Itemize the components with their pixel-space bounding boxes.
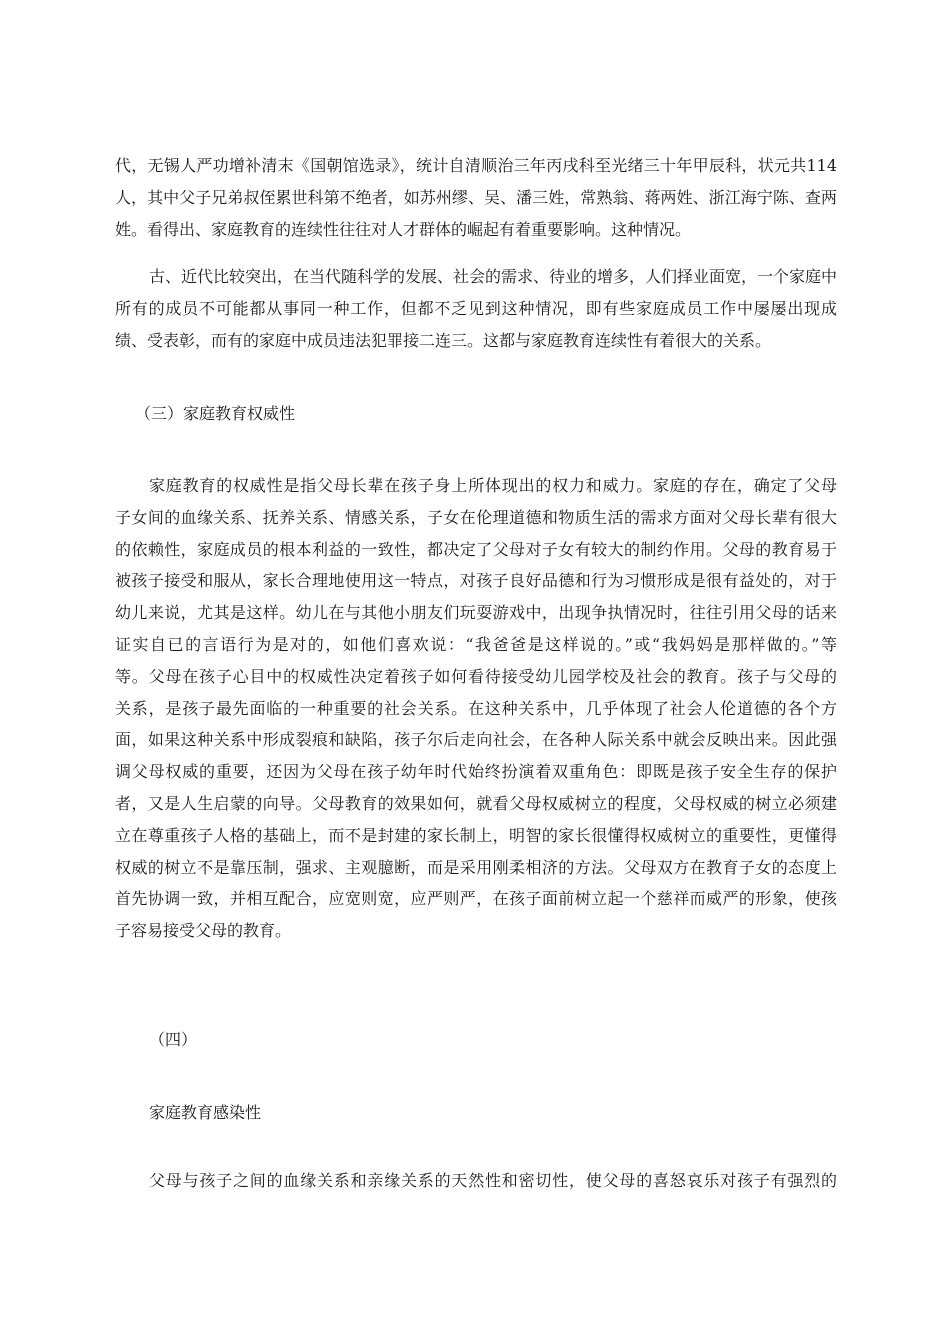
text-line: 被孩子接受和服从，家长合理地使用这一特点，对孩子良好品德和行为习惯形成是很有益处的，对于 (115, 571, 837, 591)
paragraph-modern-comparison (115, 261, 837, 356)
section-heading-influence: 家庭教育感染性 (149, 1103, 262, 1122)
text-line: 证实自已的言语行为是对的，如他们喜欢说：“我爸爸是这样说的。”或“我妈妈是那样做的。”等 (115, 634, 837, 654)
text-line: 立在尊重孩子人格的基础上，而不是封建的家长制上，明智的家长很懂得权威树立的重要性，更懂得 (115, 825, 837, 845)
text-line: 权威的树立不是靠压制，强求、主观臆断，而是采用刚柔相济的方法。父母双方在教育子女的态度上 (115, 857, 837, 877)
text-line: 等。父母在孩子心目中的权威性决定着孩子如何看待接受幼儿园学校及社会的教育。孩子与父母的 (115, 666, 837, 686)
text-line: 所有的成员不可能都从事同一种工作，但都不乏见到这种情况，即有些家庭成员工作中屡屡出现成 (115, 298, 837, 318)
text-line: 调父母权威的重要，还因为父母在孩子幼年时代始终扮演着双重角色：即既是孩子安全生存的保护 (115, 762, 837, 782)
text-line: 关系，是孩子最先面临的一种重要的社会关系。在这种关系中，几乎体现了社会人伦道德的各个方 (115, 698, 837, 718)
text-line: 幼儿来说，尤其是这样。幼儿在与其他小朋友们玩耍游戏中，出现争执情况时，往往引用父母的话来 (115, 603, 837, 623)
section-heading-authority: （三）家庭教育权威性 (135, 404, 296, 423)
text-line: 人，其中父子兄弟叔侄累世科第不绝者，如苏州缪、吴、潘三姓，常熟翁、蒋两姓、浙江海宁陈、查两 (115, 187, 837, 207)
paragraph-continuity-example (115, 150, 837, 245)
text-line: 姓。看得出、家庭教育的连续性往往对人才群体的崛起有着重要影响。这种情况。 (115, 219, 692, 239)
text-line: 古、近代比较突出，在当代随科学的发展、社会的需求、待业的增多，人们择业面宽，一个家庭中 (149, 267, 837, 286)
text-line: 代，无锡人严功增补清末《国朝馆选录》，统计自清顺治三年丙戌科至光绪三十年甲辰科，状元共114 (115, 156, 837, 175)
text-line: 的依赖性，家庭成员的根本利益的一致性，都决定了父母对子女有较大的制约作用。父母的教育易于 (115, 539, 837, 559)
text-line: 子女间的血缘关系、抚养关系、情感关系，子女在伦理道德和物质生活的需求方面对父母长辈有很大 (115, 507, 837, 527)
text-line: 者，又是人生启蒙的向导。父母教育的效果如何，就看父母权威树立的程度，父母权威的树立必须建 (115, 793, 837, 813)
paragraph-influence (115, 1165, 837, 1197)
text-line: 子容易接受父母的教育。 (115, 921, 292, 941)
paragraph-authority (115, 470, 837, 947)
text-line: 父母与孩子之间的血缘关系和亲缘关系的天然性和密切性，使父母的喜怒哀乐对孩子有强烈的 (149, 1171, 837, 1190)
section-heading-number-four: （四） (149, 1030, 198, 1049)
text-line: 家庭教育的权威性是指父母长辈在孩子身上所体现出的权力和威力。家庭的存在，确定了父母 (149, 476, 837, 495)
text-line: 绩、受表彰，而有的家庭中成员违法犯罪接二连三。这都与家庭教育连续性有着很大的关系。 (115, 330, 772, 350)
text-line: 面，如果这种关系中形成裂痕和缺陷，孩子尔后走向社会，在各种人际关系中就会反映出来。因此强 (115, 730, 837, 750)
text-line: 首先协调一致，并相互配合，应宽则宽，应严则严，在孩子面前树立起一个慈祥而威严的形象，使孩 (115, 889, 837, 909)
